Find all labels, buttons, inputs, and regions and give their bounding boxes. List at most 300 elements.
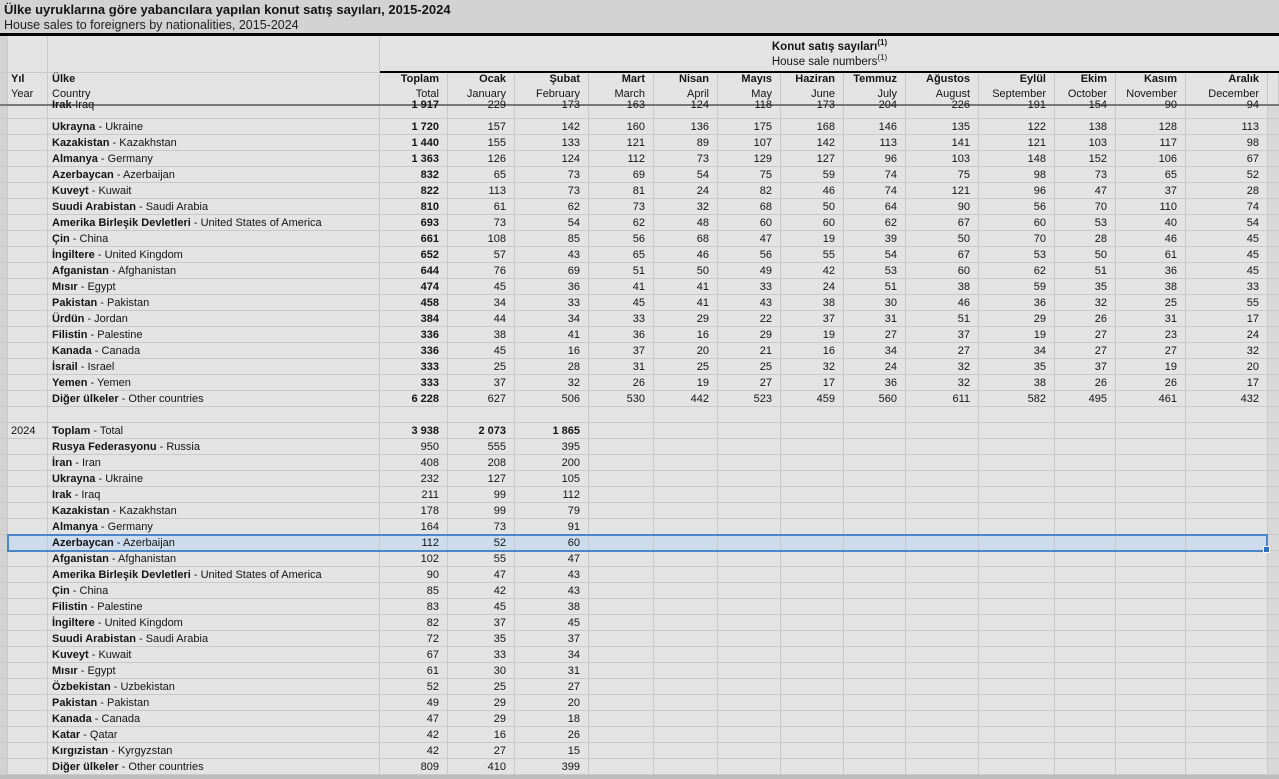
value-cell-september[interactable]	[979, 167, 1055, 183]
value-cell-august[interactable]	[906, 295, 979, 311]
value-cell-october[interactable]	[1055, 599, 1116, 615]
value-cell-june[interactable]	[781, 743, 844, 759]
value-cell-may[interactable]	[718, 263, 781, 279]
value-cell-october[interactable]	[1055, 215, 1116, 231]
value-cell-july[interactable]	[844, 295, 906, 311]
value-cell-september[interactable]	[979, 151, 1055, 167]
year-cell[interactable]	[8, 663, 48, 679]
value-cell-september[interactable]	[979, 135, 1055, 151]
value-cell-january[interactable]	[448, 663, 515, 679]
value-cell-april[interactable]	[654, 423, 718, 439]
value-cell-march[interactable]	[589, 183, 654, 199]
value-cell-january[interactable]	[448, 711, 515, 727]
value-cell-september[interactable]	[979, 295, 1055, 311]
value-cell-november[interactable]	[1116, 279, 1186, 295]
value-cell-total[interactable]	[380, 183, 448, 199]
year-cell[interactable]	[8, 359, 48, 375]
value-cell-august[interactable]	[906, 551, 979, 567]
value-cell-september[interactable]	[979, 263, 1055, 279]
value-cell-april[interactable]	[654, 439, 718, 455]
value-cell-september[interactable]	[979, 551, 1055, 567]
value-cell-november[interactable]	[1116, 503, 1186, 519]
value-cell-may[interactable]	[718, 439, 781, 455]
value-cell-december[interactable]	[1186, 503, 1268, 519]
empty-cell[interactable]	[380, 407, 448, 423]
value-cell-december[interactable]	[1186, 343, 1268, 359]
value-cell-february[interactable]	[515, 423, 589, 439]
country-cell[interactable]	[48, 455, 380, 471]
value-cell-november[interactable]	[1116, 135, 1186, 151]
value-cell-december[interactable]	[1186, 279, 1268, 295]
value-cell-february[interactable]	[515, 359, 589, 375]
value-cell-march[interactable]	[589, 359, 654, 375]
empty-cell[interactable]	[515, 407, 589, 423]
value-cell-march[interactable]	[589, 295, 654, 311]
value-cell-july[interactable]	[844, 231, 906, 247]
value-cell-november[interactable]	[1116, 567, 1186, 583]
value-cell-may[interactable]	[718, 167, 781, 183]
value-cell-february[interactable]	[515, 295, 589, 311]
country-cell[interactable]	[48, 183, 380, 199]
value-cell-october[interactable]	[1055, 343, 1116, 359]
country-cell[interactable]	[48, 151, 380, 167]
value-cell-august[interactable]	[906, 535, 979, 551]
value-cell-february[interactable]	[515, 135, 589, 151]
country-cell[interactable]	[48, 231, 380, 247]
value-cell-december[interactable]	[1186, 295, 1268, 311]
value-cell-february[interactable]	[515, 759, 589, 775]
value-cell-june[interactable]	[781, 487, 844, 503]
value-cell-january[interactable]	[448, 231, 515, 247]
value-cell-april[interactable]	[654, 615, 718, 631]
value-cell-august[interactable]	[906, 231, 979, 247]
value-cell-january[interactable]	[448, 311, 515, 327]
value-cell-may[interactable]	[718, 727, 781, 743]
value-cell-february[interactable]	[515, 711, 589, 727]
value-cell-september[interactable]	[979, 391, 1055, 407]
value-cell-may[interactable]	[718, 567, 781, 583]
year-cell[interactable]	[8, 167, 48, 183]
country-cell[interactable]	[48, 567, 380, 583]
value-cell-january[interactable]	[448, 679, 515, 695]
country-cell[interactable]	[48, 551, 380, 567]
value-cell-total[interactable]	[380, 135, 448, 151]
value-cell-january[interactable]	[448, 599, 515, 615]
value-cell-total[interactable]	[380, 99, 448, 119]
year-cell[interactable]	[8, 247, 48, 263]
value-cell-july[interactable]	[844, 375, 906, 391]
value-cell-july[interactable]	[844, 343, 906, 359]
value-cell-february[interactable]	[515, 615, 589, 631]
value-cell-june[interactable]	[781, 167, 844, 183]
value-cell-june[interactable]	[781, 311, 844, 327]
column-header-country[interactable]	[48, 73, 380, 104]
value-cell-total[interactable]	[380, 151, 448, 167]
value-cell-november[interactable]	[1116, 183, 1186, 199]
country-cell[interactable]	[48, 439, 380, 455]
value-cell-december[interactable]	[1186, 743, 1268, 759]
value-cell-april[interactable]	[654, 535, 718, 551]
value-cell-december[interactable]	[1186, 215, 1268, 231]
value-cell-april[interactable]	[654, 583, 718, 599]
country-cell[interactable]	[48, 119, 380, 135]
value-cell-april[interactable]	[654, 487, 718, 503]
value-cell-total[interactable]	[380, 167, 448, 183]
value-cell-december[interactable]	[1186, 327, 1268, 343]
value-cell-march[interactable]	[589, 727, 654, 743]
value-cell-march[interactable]	[589, 215, 654, 231]
empty-cell[interactable]	[844, 407, 906, 423]
value-cell-total[interactable]	[380, 519, 448, 535]
value-cell-october[interactable]	[1055, 231, 1116, 247]
value-cell-february[interactable]	[515, 343, 589, 359]
value-cell-september[interactable]	[979, 631, 1055, 647]
value-cell-april[interactable]	[654, 471, 718, 487]
value-cell-november[interactable]	[1116, 759, 1186, 775]
value-cell-september[interactable]	[979, 423, 1055, 439]
value-cell-october[interactable]	[1055, 99, 1116, 119]
value-cell-may[interactable]	[718, 375, 781, 391]
value-cell-november[interactable]	[1116, 695, 1186, 711]
empty-cell[interactable]	[1055, 407, 1116, 423]
value-cell-july[interactable]	[844, 327, 906, 343]
value-cell-december[interactable]	[1186, 647, 1268, 663]
year-cell[interactable]	[8, 311, 48, 327]
value-cell-total[interactable]	[380, 503, 448, 519]
value-cell-january[interactable]	[448, 359, 515, 375]
value-cell-october[interactable]	[1055, 439, 1116, 455]
value-cell-may[interactable]	[718, 487, 781, 503]
value-cell-march[interactable]	[589, 327, 654, 343]
value-cell-june[interactable]	[781, 615, 844, 631]
value-cell-april[interactable]	[654, 391, 718, 407]
value-cell-total[interactable]	[380, 391, 448, 407]
value-cell-february[interactable]	[515, 119, 589, 135]
empty-cell[interactable]	[781, 407, 844, 423]
year-cell[interactable]	[8, 231, 48, 247]
value-cell-august[interactable]	[906, 711, 979, 727]
value-cell-january[interactable]	[448, 519, 515, 535]
value-cell-november[interactable]	[1116, 439, 1186, 455]
value-cell-june[interactable]	[781, 599, 844, 615]
value-cell-october[interactable]	[1055, 663, 1116, 679]
value-cell-may[interactable]	[718, 519, 781, 535]
value-cell-march[interactable]	[589, 663, 654, 679]
value-cell-may[interactable]	[718, 99, 781, 119]
value-cell-may[interactable]	[718, 711, 781, 727]
value-cell-october[interactable]	[1055, 423, 1116, 439]
value-cell-february[interactable]	[515, 279, 589, 295]
country-cell[interactable]	[48, 199, 380, 215]
value-cell-august[interactable]	[906, 359, 979, 375]
value-cell-december[interactable]	[1186, 599, 1268, 615]
value-cell-total[interactable]	[380, 439, 448, 455]
value-cell-february[interactable]	[515, 743, 589, 759]
value-cell-march[interactable]	[589, 599, 654, 615]
value-cell-january[interactable]	[448, 151, 515, 167]
value-cell-december[interactable]	[1186, 567, 1268, 583]
value-cell-january[interactable]	[448, 455, 515, 471]
country-cell[interactable]	[48, 343, 380, 359]
value-cell-january[interactable]	[448, 135, 515, 151]
value-cell-october[interactable]	[1055, 535, 1116, 551]
value-cell-june[interactable]	[781, 679, 844, 695]
year-cell[interactable]	[8, 215, 48, 231]
value-cell-total[interactable]	[380, 711, 448, 727]
value-cell-april[interactable]	[654, 375, 718, 391]
value-cell-may[interactable]	[718, 599, 781, 615]
value-cell-october[interactable]	[1055, 679, 1116, 695]
value-cell-february[interactable]	[515, 199, 589, 215]
empty-cell[interactable]	[8, 407, 48, 423]
value-cell-april[interactable]	[654, 711, 718, 727]
value-cell-january[interactable]	[448, 647, 515, 663]
value-cell-january[interactable]	[448, 199, 515, 215]
value-cell-february[interactable]	[515, 503, 589, 519]
country-cell[interactable]	[48, 759, 380, 775]
country-cell[interactable]	[48, 647, 380, 663]
value-cell-june[interactable]	[781, 295, 844, 311]
value-cell-may[interactable]	[718, 199, 781, 215]
value-cell-march[interactable]	[589, 151, 654, 167]
value-cell-march[interactable]	[589, 503, 654, 519]
value-cell-august[interactable]	[906, 391, 979, 407]
value-cell-march[interactable]	[589, 279, 654, 295]
value-cell-november[interactable]	[1116, 663, 1186, 679]
value-cell-february[interactable]	[515, 311, 589, 327]
value-cell-april[interactable]	[654, 167, 718, 183]
value-cell-may[interactable]	[718, 359, 781, 375]
value-cell-june[interactable]	[781, 759, 844, 775]
value-cell-february[interactable]	[515, 215, 589, 231]
value-cell-total[interactable]	[380, 727, 448, 743]
selection-fill-handle[interactable]	[1263, 546, 1270, 553]
value-cell-august[interactable]	[906, 487, 979, 503]
value-cell-september[interactable]	[979, 183, 1055, 199]
empty-cell[interactable]	[906, 407, 979, 423]
value-cell-total[interactable]	[380, 343, 448, 359]
value-cell-september[interactable]	[979, 567, 1055, 583]
value-cell-may[interactable]	[718, 647, 781, 663]
value-cell-december[interactable]	[1186, 535, 1268, 551]
country-cell[interactable]	[48, 295, 380, 311]
value-cell-may[interactable]	[718, 343, 781, 359]
value-cell-november[interactable]	[1116, 471, 1186, 487]
value-cell-march[interactable]	[589, 439, 654, 455]
value-cell-february[interactable]	[515, 471, 589, 487]
value-cell-february[interactable]	[515, 583, 589, 599]
value-cell-total[interactable]	[380, 647, 448, 663]
value-cell-march[interactable]	[589, 231, 654, 247]
value-cell-july[interactable]	[844, 519, 906, 535]
value-cell-october[interactable]	[1055, 647, 1116, 663]
value-cell-october[interactable]	[1055, 551, 1116, 567]
value-cell-april[interactable]	[654, 631, 718, 647]
value-cell-october[interactable]	[1055, 695, 1116, 711]
value-cell-september[interactable]	[979, 375, 1055, 391]
value-cell-december[interactable]	[1186, 359, 1268, 375]
value-cell-february[interactable]	[515, 679, 589, 695]
value-cell-december[interactable]	[1186, 583, 1268, 599]
year-cell[interactable]	[8, 135, 48, 151]
value-cell-april[interactable]	[654, 215, 718, 231]
value-cell-may[interactable]	[718, 327, 781, 343]
value-cell-january[interactable]	[448, 183, 515, 199]
year-cell[interactable]	[8, 423, 48, 439]
value-cell-november[interactable]	[1116, 647, 1186, 663]
group-header-cell[interactable]	[380, 36, 1279, 73]
value-cell-february[interactable]	[515, 647, 589, 663]
empty-cell[interactable]	[979, 407, 1055, 423]
value-cell-april[interactable]	[654, 343, 718, 359]
value-cell-october[interactable]	[1055, 567, 1116, 583]
value-cell-august[interactable]	[906, 743, 979, 759]
value-cell-july[interactable]	[844, 263, 906, 279]
value-cell-october[interactable]	[1055, 375, 1116, 391]
value-cell-november[interactable]	[1116, 519, 1186, 535]
value-cell-july[interactable]	[844, 711, 906, 727]
value-cell-october[interactable]	[1055, 295, 1116, 311]
value-cell-march[interactable]	[589, 375, 654, 391]
value-cell-april[interactable]	[654, 295, 718, 311]
value-cell-august[interactable]	[906, 343, 979, 359]
value-cell-september[interactable]	[979, 279, 1055, 295]
year-cell[interactable]	[8, 327, 48, 343]
value-cell-november[interactable]	[1116, 487, 1186, 503]
value-cell-june[interactable]	[781, 567, 844, 583]
value-cell-may[interactable]	[718, 311, 781, 327]
value-cell-april[interactable]	[654, 567, 718, 583]
value-cell-november[interactable]	[1116, 295, 1186, 311]
value-cell-january[interactable]	[448, 99, 515, 119]
empty-cell[interactable]	[448, 407, 515, 423]
year-cell[interactable]	[8, 503, 48, 519]
value-cell-january[interactable]	[448, 727, 515, 743]
value-cell-november[interactable]	[1116, 167, 1186, 183]
value-cell-february[interactable]	[515, 151, 589, 167]
value-cell-january[interactable]	[448, 439, 515, 455]
value-cell-october[interactable]	[1055, 391, 1116, 407]
value-cell-october[interactable]	[1055, 199, 1116, 215]
value-cell-february[interactable]	[515, 455, 589, 471]
value-cell-july[interactable]	[844, 471, 906, 487]
country-cell[interactable]	[48, 247, 380, 263]
value-cell-july[interactable]	[844, 695, 906, 711]
value-cell-total[interactable]	[380, 375, 448, 391]
value-cell-june[interactable]	[781, 439, 844, 455]
value-cell-january[interactable]	[448, 743, 515, 759]
country-column-head-empty[interactable]	[48, 36, 380, 72]
value-cell-february[interactable]	[515, 519, 589, 535]
value-cell-december[interactable]	[1186, 311, 1268, 327]
value-cell-august[interactable]	[906, 663, 979, 679]
value-cell-march[interactable]	[589, 343, 654, 359]
value-cell-july[interactable]	[844, 119, 906, 135]
empty-cell[interactable]	[48, 407, 380, 423]
value-cell-july[interactable]	[844, 727, 906, 743]
value-cell-may[interactable]	[718, 583, 781, 599]
value-cell-total[interactable]	[380, 631, 448, 647]
value-cell-december[interactable]	[1186, 487, 1268, 503]
value-cell-july[interactable]	[844, 551, 906, 567]
year-cell[interactable]	[8, 759, 48, 775]
value-cell-december[interactable]	[1186, 231, 1268, 247]
value-cell-october[interactable]	[1055, 743, 1116, 759]
year-cell[interactable]	[8, 519, 48, 535]
year-cell[interactable]	[8, 583, 48, 599]
value-cell-august[interactable]	[906, 503, 979, 519]
value-cell-september[interactable]	[979, 503, 1055, 519]
value-cell-may[interactable]	[718, 679, 781, 695]
value-cell-november[interactable]	[1116, 535, 1186, 551]
value-cell-july[interactable]	[844, 215, 906, 231]
value-cell-march[interactable]	[589, 519, 654, 535]
value-cell-total[interactable]	[380, 295, 448, 311]
year-cell[interactable]	[8, 679, 48, 695]
value-cell-january[interactable]	[448, 119, 515, 135]
value-cell-october[interactable]	[1055, 503, 1116, 519]
value-cell-february[interactable]	[515, 551, 589, 567]
country-cell[interactable]	[48, 743, 380, 759]
value-cell-september[interactable]	[979, 583, 1055, 599]
value-cell-april[interactable]	[654, 119, 718, 135]
value-cell-october[interactable]	[1055, 455, 1116, 471]
value-cell-total[interactable]	[380, 583, 448, 599]
value-cell-november[interactable]	[1116, 631, 1186, 647]
value-cell-march[interactable]	[589, 583, 654, 599]
year-cell[interactable]	[8, 295, 48, 311]
value-cell-december[interactable]	[1186, 247, 1268, 263]
value-cell-april[interactable]	[654, 99, 718, 119]
value-cell-june[interactable]	[781, 519, 844, 535]
value-cell-july[interactable]	[844, 439, 906, 455]
value-cell-february[interactable]	[515, 535, 589, 551]
value-cell-march[interactable]	[589, 551, 654, 567]
value-cell-january[interactable]	[448, 167, 515, 183]
value-cell-september[interactable]	[979, 679, 1055, 695]
value-cell-july[interactable]	[844, 647, 906, 663]
value-cell-july[interactable]	[844, 583, 906, 599]
value-cell-total[interactable]	[380, 471, 448, 487]
value-cell-september[interactable]	[979, 599, 1055, 615]
year-cell[interactable]	[8, 439, 48, 455]
value-cell-february[interactable]	[515, 727, 589, 743]
value-cell-march[interactable]	[589, 99, 654, 119]
value-cell-may[interactable]	[718, 215, 781, 231]
value-cell-july[interactable]	[844, 759, 906, 775]
value-cell-total[interactable]	[380, 231, 448, 247]
value-cell-june[interactable]	[781, 135, 844, 151]
value-cell-february[interactable]	[515, 391, 589, 407]
value-cell-august[interactable]	[906, 375, 979, 391]
value-cell-april[interactable]	[654, 519, 718, 535]
value-cell-february[interactable]	[515, 247, 589, 263]
value-cell-november[interactable]	[1116, 231, 1186, 247]
value-cell-december[interactable]	[1186, 119, 1268, 135]
value-cell-march[interactable]	[589, 311, 654, 327]
value-cell-august[interactable]	[906, 135, 979, 151]
value-cell-september[interactable]	[979, 311, 1055, 327]
value-cell-november[interactable]	[1116, 151, 1186, 167]
value-cell-january[interactable]	[448, 247, 515, 263]
empty-cell[interactable]	[589, 407, 654, 423]
value-cell-march[interactable]	[589, 391, 654, 407]
value-cell-july[interactable]	[844, 631, 906, 647]
value-cell-march[interactable]	[589, 135, 654, 151]
value-cell-july[interactable]	[844, 743, 906, 759]
value-cell-august[interactable]	[906, 439, 979, 455]
value-cell-march[interactable]	[589, 247, 654, 263]
